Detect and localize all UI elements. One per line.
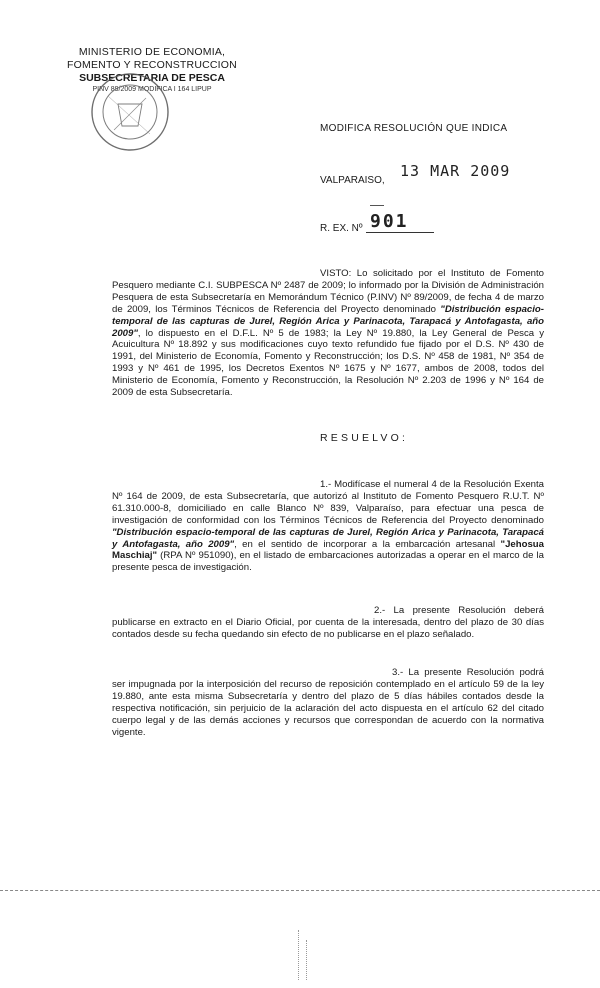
rex-underline xyxy=(366,232,434,233)
visto-text-1: Lo solicitado por el Instituto de Fomento Pesquero mediante C.I. SUBPESCA Nº 2487 de 2009; lo informado por la División de Administración Pesquera de esta Subsecretaría en Memorándum Técnico (P.INV) Nº 89/2009, de fecha 4 de marzo de 2009, los Términos Técnicos de Referencia del Proyecto denominado xyxy=(112,268,544,315)
item-3-paragraph xyxy=(112,667,544,738)
visto-project-name: "Distribución espacio-temporal de las capturas de Jurel, Región Arica y Parinacota, Tarapacá y Antofagasta, año 2009" xyxy=(112,303,544,339)
resuelvo-heading: RESUELVO: xyxy=(320,432,409,444)
item-1-vessel-name: "Jehosua Maschiaj" xyxy=(112,538,544,562)
bottom-scan-edge xyxy=(0,890,600,891)
ministry-line-2: FOMENTO Y RECONSTRUCCION xyxy=(67,59,237,71)
reference-line: PINV 89/2009 MODIFICA I 164 LIPUP xyxy=(92,86,212,93)
visto-text-2: , lo dispuesto en el D.F.L. Nº 5 de 1983; la Ley Nº 19.880, la Ley General de Pesca y Acuicultura Nº 18.892 y sus modificaciones cuyo texto refundido fue fijado por el D.S. Nº 430 de 1991, del Ministerio de Economía, Fomento y Reconstrucción; los D.S. Nº 458 de 1981, Nº 354 de 1993 y Nº 461 de 1995, los Decretos Exentos Nº 1675 y Nº 1677, ambos de 2008, todos del Ministerio de Economía, Fomento y Reconstrucción, la Resolución Nº 2.203 de 1996 y Nº 164 de 2009 de esta Subsecretaría. xyxy=(112,327,544,399)
scan-artifact-mark xyxy=(298,930,300,980)
rex-label: R. EX. Nº xyxy=(320,223,363,234)
scan-artifact-mark-2 xyxy=(306,940,308,980)
subsecretaria-line: SUBSECRETARIA DE PESCA xyxy=(79,72,225,84)
item-1-project-name: "Distribución espacio-temporal de las capturas de Jurel, Región Arica y Parinacota, Tarapacá y Antofagasta, año 2009" xyxy=(112,526,544,550)
item-1-text-3: (RPA Nº 951090), en el listado de embarcaciones autorizadas a operar en el marco de la presente pesca de investigación. xyxy=(112,550,544,574)
rex-dash xyxy=(370,205,384,206)
visto-paragraph xyxy=(112,268,544,399)
city-label: VALPARAISO, xyxy=(320,175,385,186)
item-2-text: 2.- La presente Resolución deberá publicarse en extracto en el Diario Oficial, por cuenta de la interesada, dentro del plazo de 30 días contados desde su fecha quedando sin efecto de no publicarse en el plazo señalado. xyxy=(112,605,544,640)
item-2-paragraph xyxy=(112,605,544,641)
date-stamp: 13 MAR 2009 xyxy=(400,162,511,180)
item-1-text-1: 1.- Modifícase el numeral 4 de la Resolución Exenta Nº 164 de 2009, de esta Subsecretaría, que autorizó al Instituto de Fomento Pesquero R.U.T. Nº 61.310.000-8, domiciliado en calle Blanco Nº 839, Valparaíso, para efectuar una pesca de investigación de conformidad con los Términos Técnicos de Referencia del Proyecto denominado xyxy=(112,479,544,526)
visto-label: VISTO: xyxy=(320,268,352,279)
item-3-text: 3.- La presente Resolución podrá ser impugnada por la interposición del recurso de reposición contemplado en el artículo 59 de la ley 19.880, ante esta misma Subsecretaría y dentro del plazo de 5 días hábiles contados desde la respectiva notificación, sin perjuicio de la aclaración del acto dispuesta en el artículo 62 del citado cuerpo legal y de las demás acciones y recursos que correspondan de acuerdo con la normativa vigente. xyxy=(112,667,544,738)
item-1-paragraph xyxy=(112,479,544,574)
official-seal-stamp-icon xyxy=(88,70,172,154)
item-1-text-2: , en el sentido de incorporar a la embarcación artesanal xyxy=(234,538,501,550)
ministry-line: MINISTERIO DE ECONOMIA, xyxy=(78,46,226,58)
rex-number: 901 xyxy=(370,211,409,232)
resolution-title: MODIFICA RESOLUCIÓN QUE INDICA xyxy=(320,123,508,134)
